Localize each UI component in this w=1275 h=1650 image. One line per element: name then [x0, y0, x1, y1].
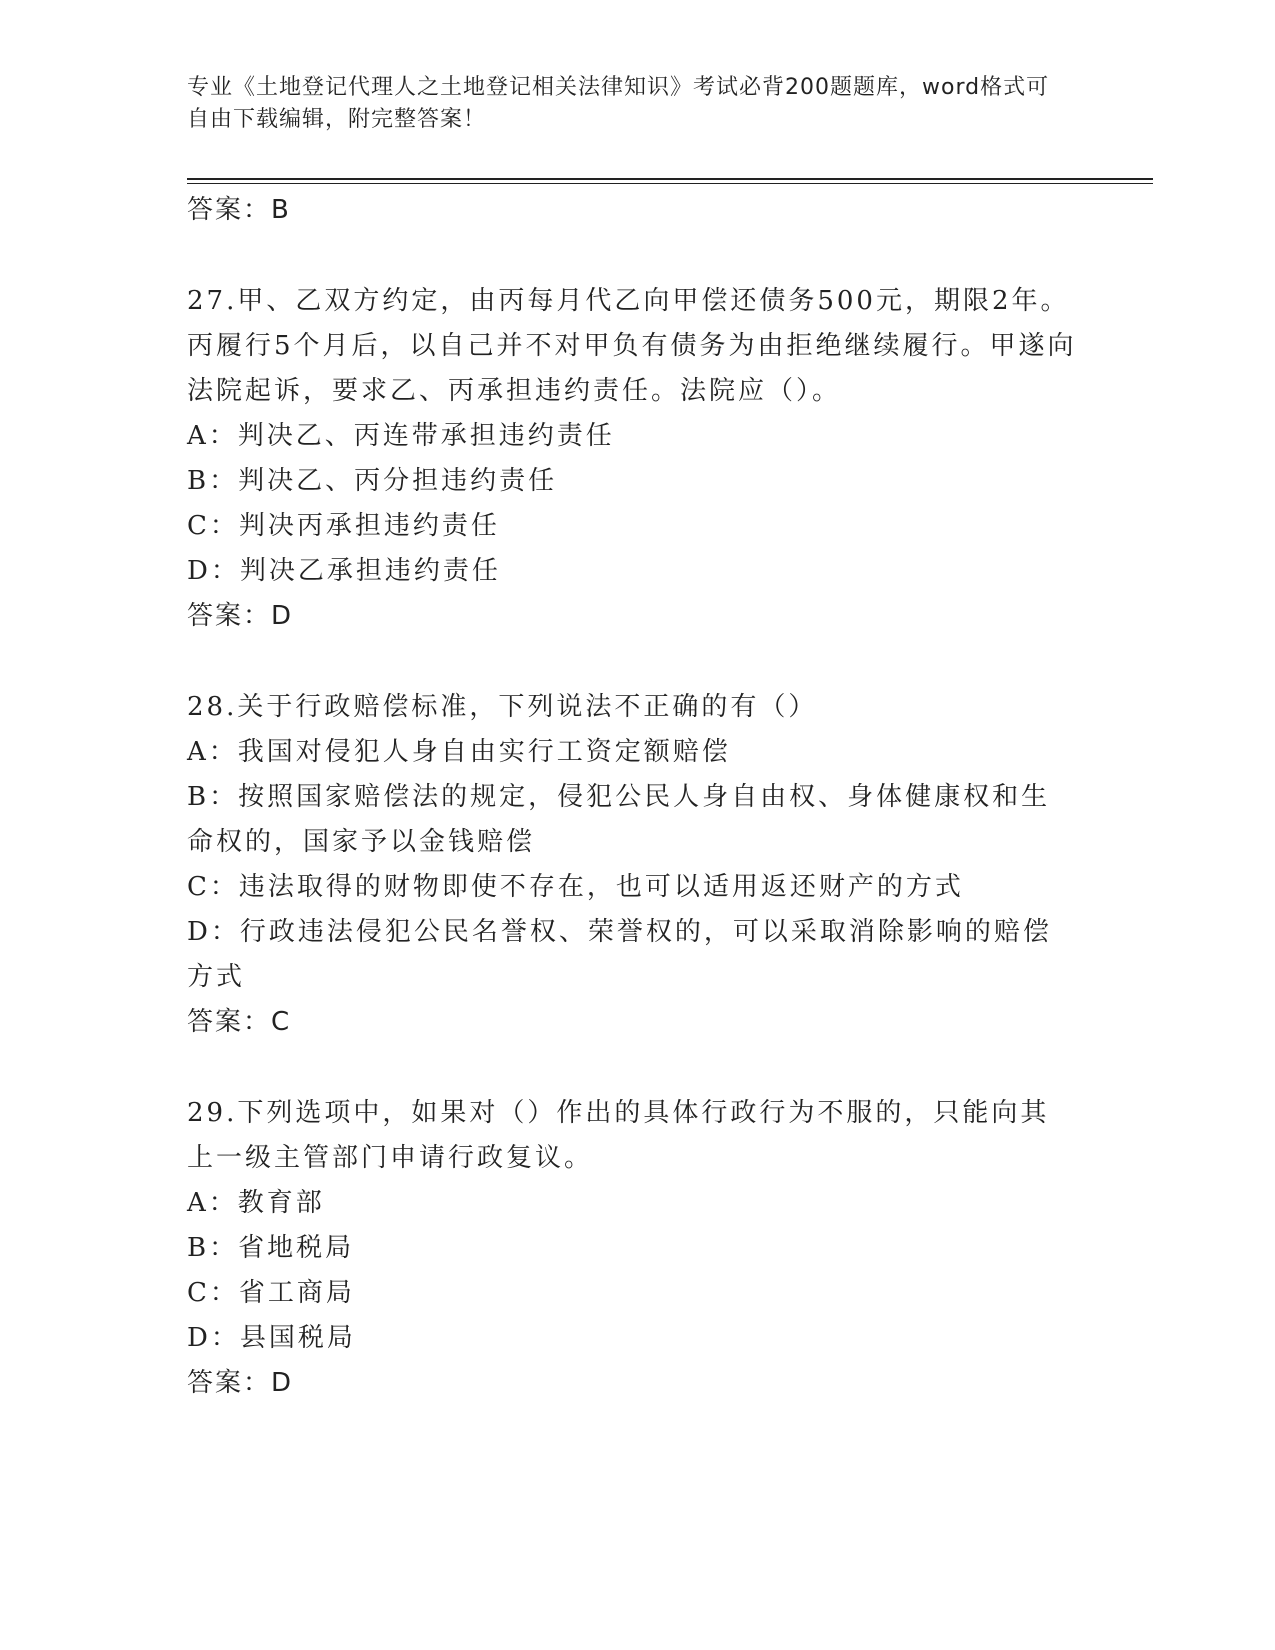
spacer	[187, 639, 1077, 685]
option-c: C：省工商局	[187, 1278, 355, 1308]
question-stem: 29.下列选项中，如果对（）作出的具体行政行为不服的，只能向其上一级主管部门申请行政复议。	[187, 1098, 1050, 1173]
question-27	[187, 279, 1077, 639]
header-rule-thin	[187, 183, 1153, 184]
header-rule-thick	[187, 178, 1153, 180]
option-d: D：判决乙承担违约责任	[187, 556, 501, 586]
option-c: C：判决丙承担违约责任	[187, 511, 500, 541]
option-a: A：教育部	[187, 1188, 325, 1218]
option-d: D：行政违法侵犯公民名誉权、荣誉权的，可以采取消除影响的赔偿方式	[187, 917, 1052, 992]
option-d: D：县国税局	[187, 1323, 356, 1353]
question-29	[187, 1091, 1077, 1406]
option-a: A：我国对侵犯人身自由实行工资定额赔偿	[187, 737, 731, 767]
document-header: 专业《土地登记代理人之土地登记相关法律知识》考试必背200题题库，word格式可自由下载编辑，附完整答案！	[187, 75, 1050, 132]
question-stem: 28.关于行政赔偿标准，下列说法不正确的有（）	[187, 692, 818, 722]
spacer	[187, 233, 1077, 279]
prev-answer: 答案：B	[187, 195, 291, 225]
question-stem: 27.甲、乙双方约定，由丙每月代乙向甲偿还债务500元，期限2年。丙履行5个月后，以自己并不对甲负有债务为由拒绝继续履行。甲遂向法院起诉，要求乙、丙承担违约责任。法院应（）。	[187, 286, 1077, 406]
option-a: A：判决乙、丙连带承担违约责任	[187, 421, 615, 451]
option-b: B：省地税局	[187, 1233, 355, 1263]
answer: 答案：D	[187, 601, 294, 631]
option-b: B：判决乙、丙分担违约责任	[187, 466, 558, 496]
question-content	[187, 188, 1077, 1406]
answer: 答案：D	[187, 1368, 294, 1398]
answer: 答案：C	[187, 1007, 292, 1037]
option-b: B：按照国家赔偿法的规定，侵犯公民人身自由权、身体健康权和生命权的，国家予以金钱赔偿	[187, 782, 1051, 857]
question-28	[187, 685, 1077, 1045]
option-c: C：违法取得的财物即使不存在，也可以适用返还财产的方式	[187, 872, 964, 902]
spacer	[187, 1045, 1077, 1091]
